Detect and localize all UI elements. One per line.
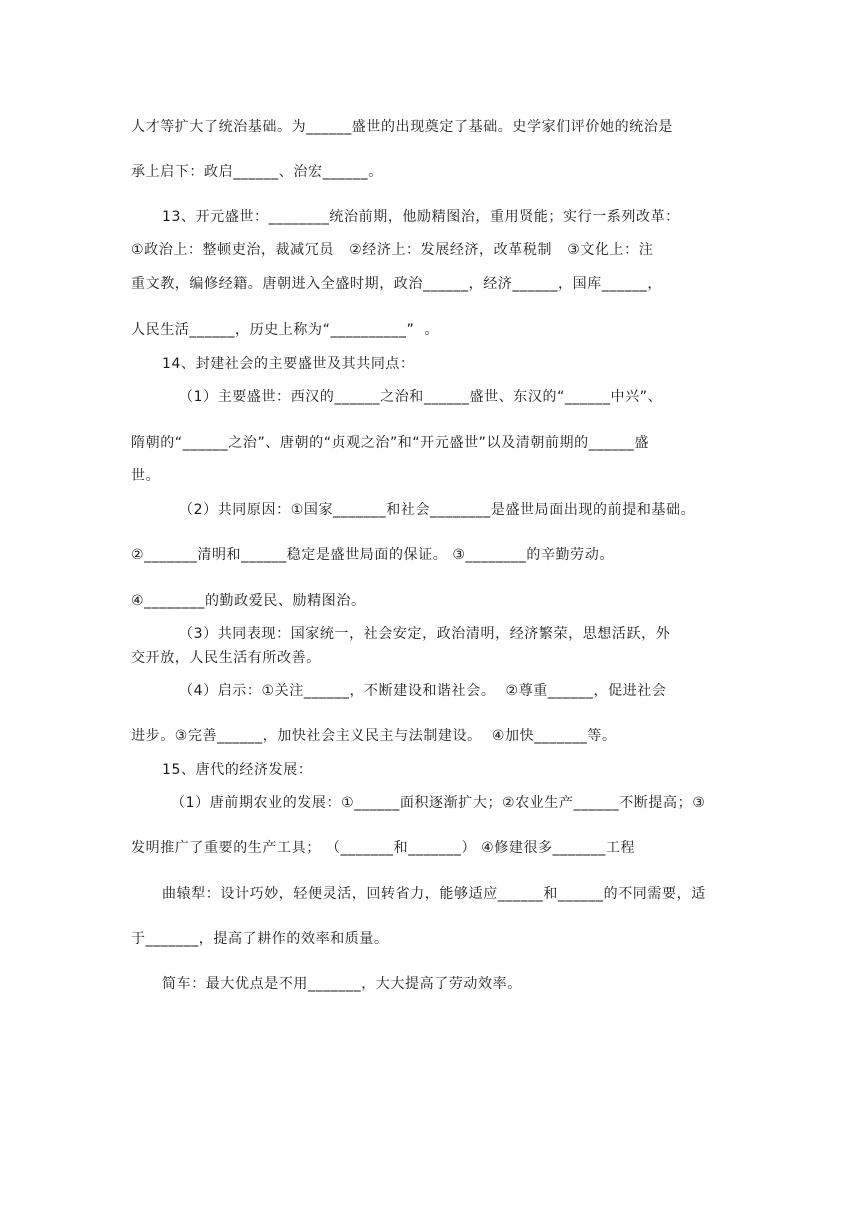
text-line-17: 进步。③完善______，加快社会主义民主与法制建设。 ④加快_______等。 bbox=[131, 728, 617, 744]
text-line-3: 13、开元盛世：________统治前期，他励精图治，重用贤能；实行一系列改革： bbox=[162, 209, 680, 225]
text-line-9: 隋朝的“______之治”、唐朝的“贞观之治”和“开元盛世”以及清朝前期的______盛 bbox=[131, 435, 649, 451]
text-line-20: 发明推广了重要的生产工具； （_______和_______） ④修建很多_______工程 bbox=[131, 840, 636, 856]
text-line-8: （1）主要盛世：西汉的______之治和______盛世、东汉的“______中兴”、 bbox=[179, 389, 663, 405]
text-line-15: 交开放，人民生活有所改善。 bbox=[131, 650, 321, 666]
text-line-13: ④________的勤政爱民、励精图治。 bbox=[131, 593, 366, 609]
text-line-23: 简车：最大优点是不用_______，大大提高了劳动效率。 bbox=[162, 976, 522, 992]
text-line-2: 承上启下：政启______、治宏______。 bbox=[131, 164, 383, 180]
text-line-5: 重文教，编修经籍。唐朝进入全盛时期，政治______，经济______，国库______， bbox=[131, 276, 662, 292]
text-line-21: 曲辕犁：设计巧妙，轻便灵活，回转省力，能够适应______和______的不同需要，适 bbox=[162, 886, 706, 902]
text-line-7: 14、封建社会的主要盛世及其共同点： bbox=[162, 356, 415, 372]
text-line-12: ②_______清明和______稳定是盛世局面的保证。 ③________的辛勤劳动。 bbox=[131, 547, 614, 563]
text-line-11: （2）共同原因：①国家_______和社会________是盛世局面出现的前提和基础。 bbox=[179, 502, 696, 518]
text-line-16: （4）启示：①关注______，不断建设和谐社会。 ②尊重______，促进社会 bbox=[179, 683, 667, 699]
text-line-4: ①政治上：整顿吏治，裁减冗员 ②经济上：发展经济，改革税制 ③文化上：注 bbox=[131, 242, 654, 258]
text-line-6: 人民生活______，历史上称为“__________” 。 bbox=[131, 322, 440, 338]
text-line-1: 人才等扩大了统治基础。为______盛世的出现奠定了基础。史学家们评价她的统治是 bbox=[131, 119, 673, 135]
text-line-10: 世。 bbox=[131, 468, 161, 484]
text-line-19: （1）唐前期农业的发展：①______面积逐渐扩大；②农业生产______不断提高；③ bbox=[171, 795, 706, 811]
text-line-18: 15、唐代的经济发展： bbox=[162, 762, 313, 778]
text-line-22: 于_______，提高了耕作的效率和质量。 bbox=[131, 931, 389, 947]
text-line-14: （3）共同表现：国家统一，社会安定，政治清明，经济繁荣，思想活跃，外 bbox=[179, 626, 671, 642]
